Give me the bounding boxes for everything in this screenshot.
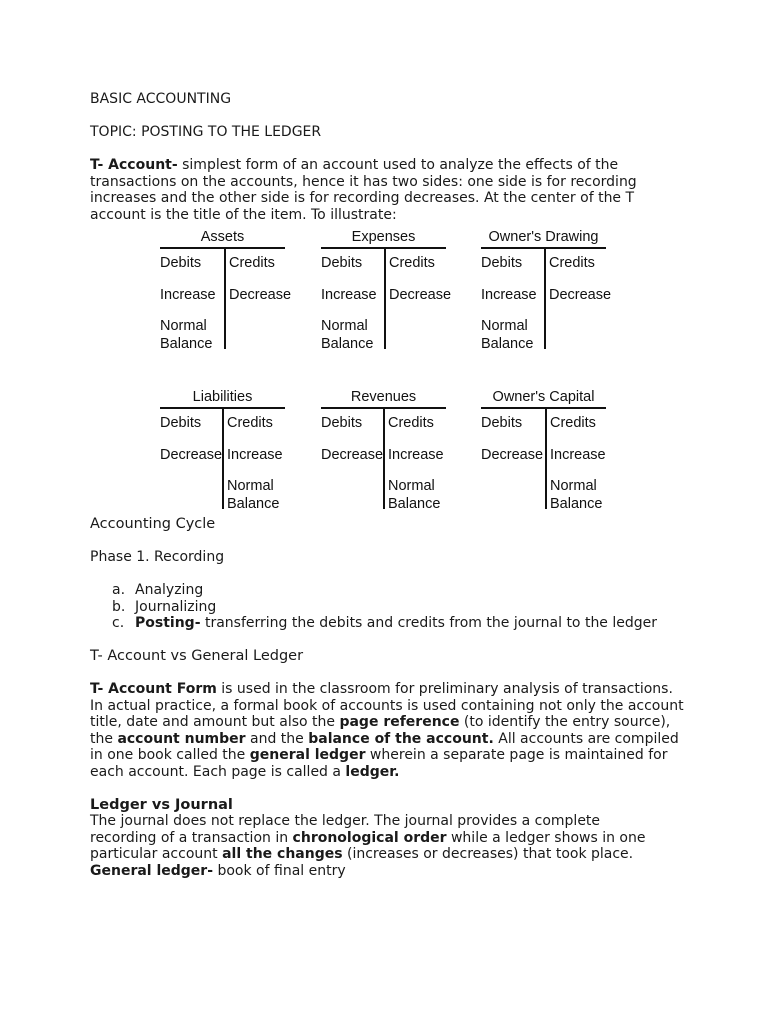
- right-effect-label: Increase: [388, 447, 444, 463]
- tvgl-heading: T- Account vs General Ledger: [90, 648, 304, 664]
- accounting-cycle-heading: Accounting Cycle: [90, 516, 216, 532]
- gl-term: General ledger-: [90, 862, 214, 879]
- list-marker: c.: [112, 615, 125, 631]
- credits-label: Credits: [549, 255, 595, 271]
- t-account-title: Owner's Drawing: [488, 229, 599, 245]
- t-account-center-rule: [384, 248, 386, 349]
- t-account: [481, 229, 612, 359]
- normal-balance-label: Balance: [388, 496, 441, 512]
- credits-label: Credits: [388, 415, 434, 431]
- document-page: [90, 91, 690, 879]
- lvj-text-3: (increases or decreases) that took place.: [342, 846, 634, 862]
- t-account-top-rule: [481, 407, 606, 409]
- tvgl-balance: balance of the account.: [308, 730, 494, 747]
- tvgl-ledger: ledger.: [345, 763, 400, 780]
- t-account-title: Assets: [200, 229, 245, 245]
- credits-label: Credits: [229, 255, 275, 271]
- cycle-list-item: [90, 582, 690, 599]
- t-account-title: Expenses: [351, 229, 416, 245]
- tvgl-page-reference: page reference: [339, 714, 460, 730]
- t-account-top-rule: [160, 247, 285, 249]
- t-account: [160, 389, 285, 519]
- document-title: BASIC ACCOUNTING: [90, 91, 232, 107]
- tvgl-general-ledger: general ledger: [249, 747, 366, 763]
- tvgl-paragraph: [90, 681, 685, 780]
- lvj-heading-text: Ledger vs Journal: [90, 796, 233, 813]
- list-marker: a.: [112, 582, 126, 598]
- t-account-title: Owner's Capital: [492, 389, 595, 405]
- gl-text: book of final entry: [213, 862, 346, 879]
- debits-label: Debits: [321, 255, 363, 271]
- normal-balance-label: Normal: [481, 318, 528, 334]
- t-account-illustration: [90, 229, 690, 529]
- topic-heading: TOPIC: POSTING TO THE LEDGER: [90, 124, 322, 140]
- t-account-center-rule: [224, 248, 226, 349]
- debits-label: Debits: [160, 255, 202, 271]
- normal-balance-label: Normal: [160, 318, 207, 334]
- tvgl-text-1: is used in the classroom for preliminary analysis of transactions. In actual practice, a formal book of accounts is used containing not only the account title, date and amount but also the: [90, 681, 684, 730]
- lvj-text-2: while a ledger shows in one particular account: [90, 829, 646, 862]
- debits-label: Debits: [321, 415, 363, 431]
- left-effect-label: Decrease: [321, 447, 384, 463]
- t-account-center-rule: [545, 408, 547, 509]
- left-effect-label: Decrease: [481, 447, 544, 463]
- debits-label: Debits: [481, 415, 523, 431]
- tvgl-account-number: account number: [117, 730, 246, 747]
- t-account-center-rule: [544, 248, 546, 349]
- right-effect-label: Decrease: [389, 287, 452, 303]
- lvj-chronological: chronological order: [292, 829, 447, 846]
- left-effect-label: Increase: [481, 287, 537, 303]
- lvj-paragraph: [90, 813, 650, 863]
- normal-balance-label: Normal: [550, 478, 597, 494]
- t-account: [321, 389, 446, 519]
- t-account: [160, 229, 292, 359]
- credits-label: Credits: [550, 415, 596, 431]
- list-item-text: transferring the debits and credits from the journal to the ledger: [200, 615, 658, 631]
- t-account: [321, 229, 452, 359]
- tvgl-text-3: and the: [245, 730, 309, 747]
- t-account-center-rule: [222, 408, 224, 509]
- left-effect-label: Increase: [321, 287, 377, 303]
- tvgl-term: T- Account Form: [90, 681, 217, 697]
- phase-label: Phase 1. Recording: [90, 549, 225, 565]
- intro-text: simplest form of an account used to analyze the effects of the transactions on the accounts, hence it has two sides: one side is for recording increases and the other side is for recording decreases. At the center of the T account is the title of the item. To illustrate:: [90, 157, 637, 223]
- list-marker: b.: [112, 598, 126, 615]
- list-item-term: Posting-: [135, 615, 201, 631]
- t-account-center-rule: [383, 408, 385, 509]
- normal-balance-label: Normal: [321, 318, 368, 334]
- debits-label: Debits: [481, 255, 523, 271]
- cycle-list-item: [90, 599, 690, 616]
- t-account-title: Liabilities: [192, 389, 253, 405]
- cycle-list-item: [90, 615, 690, 632]
- intro-paragraph: [90, 157, 650, 223]
- normal-balance-label: Normal: [388, 478, 435, 494]
- lvj-heading: [90, 797, 690, 814]
- left-effect-label: Increase: [160, 287, 216, 303]
- list-item-text: Analyzing: [135, 582, 204, 598]
- t-account: [481, 389, 606, 519]
- normal-balance-label: Balance: [227, 496, 280, 512]
- credits-label: Credits: [389, 255, 435, 271]
- t-account-title: Revenues: [350, 389, 417, 405]
- normal-balance-label: Balance: [160, 336, 213, 352]
- normal-balance-label: Balance: [550, 496, 603, 512]
- normal-balance-label: Balance: [481, 336, 534, 352]
- normal-balance-label: Balance: [321, 336, 374, 352]
- left-effect-label: Decrease: [160, 447, 223, 463]
- tvgl-text-4: All accounts are compiled in one book called the: [90, 730, 679, 763]
- cycle-list: [90, 582, 690, 632]
- debits-label: Debits: [160, 415, 202, 431]
- normal-balance-label: Normal: [227, 478, 274, 494]
- right-effect-label: Decrease: [229, 287, 292, 303]
- right-effect-label: Increase: [227, 447, 283, 463]
- gl-definition: [90, 863, 690, 880]
- lvj-all-changes: all the changes: [222, 846, 343, 862]
- list-item-text: Journalizing: [135, 598, 217, 615]
- intro-term: T- Account-: [90, 157, 178, 173]
- lvj-text-1: The journal does not replace the ledger. The journal provides a complete recording of a transaction in: [90, 813, 601, 846]
- credits-label: Credits: [227, 415, 273, 431]
- tvgl-text-5: wherein a separate page is maintained for each account. Each page is called a: [90, 747, 668, 780]
- right-effect-label: Increase: [550, 447, 606, 463]
- tvgl-text-2: (to identify the entry source), the: [90, 714, 671, 747]
- right-effect-label: Decrease: [549, 287, 612, 303]
